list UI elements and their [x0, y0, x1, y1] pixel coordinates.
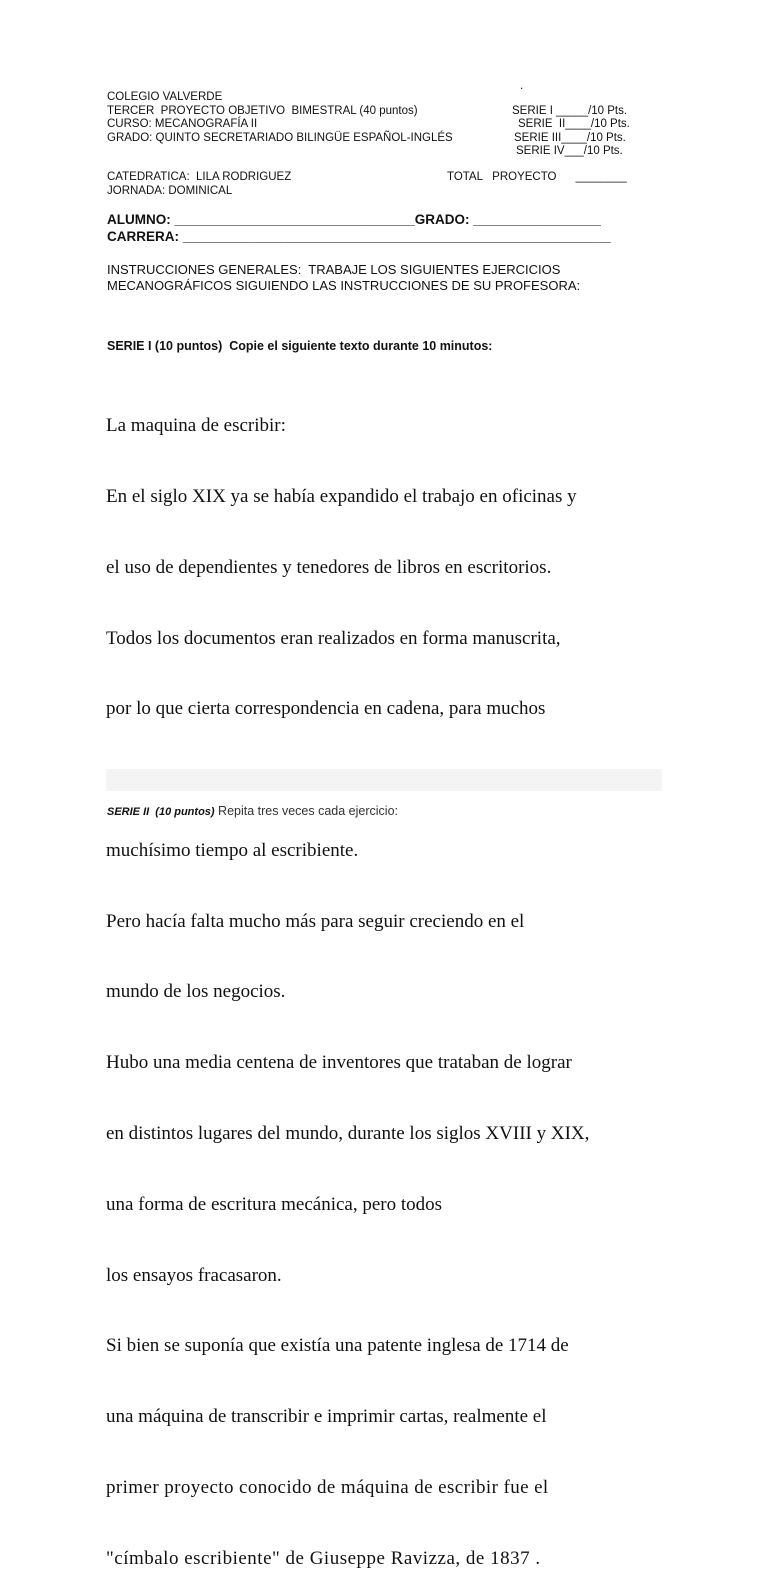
typing-passage: [106, 367, 589, 1594]
student-name-field: ALUMNO: ________________________________GRADO: _________________: [107, 212, 601, 227]
passage-line: muchísimo tiempo al escribiente.: [106, 839, 359, 861]
serie-i-heading: SERIE I (10 puntos) Copie el siguiente texto durante 10 minutos:: [107, 339, 493, 353]
passage-line: Pero hacía falta mucho más para seguir creciendo en el: [106, 910, 525, 932]
passage-line: En el siglo XIX ya se había expandido el trabajo en oficinas y: [106, 485, 577, 507]
passage-line: el uso de dependientes y tenedores de libros en escritorios.: [106, 556, 552, 578]
teacher-line: CATEDRATICA: LILA RODRIGUEZ: [107, 171, 292, 183]
career-field: CARRERA: _________________________________________________________: [107, 229, 611, 244]
passage-line: La maquina de escribir:: [106, 415, 286, 437]
serie-i-score: SERIE I _____/10 Pts.: [512, 104, 628, 117]
passage-line: Si bien se suponía que existía una patente inglesa de 1714 de: [106, 1335, 569, 1357]
serie-ii-label: SERIE II (10 puntos): [107, 806, 215, 818]
passage-line: primer proyecto conocido de máquina de escribir fue el: [106, 1476, 549, 1498]
total-project: TOTAL PROYECTO ________: [447, 171, 627, 183]
passage-line: una máquina de transcribir e imprimir cartas, realmente el: [106, 1406, 547, 1428]
serie-iii-score: SERIE III____/10 Pts.: [514, 131, 626, 144]
passage-line: por lo que cierta correspondencia en cadena, para muchos: [106, 698, 546, 720]
passage-line: Todos los documentos eran realizados en forma manuscrita,: [106, 627, 561, 649]
instructions-line-2: MECANOGRÁFICOS SIGUIENDO LAS INSTRUCCIONES DE SU PROFESORA:: [107, 278, 581, 293]
serie-ii-instruction: Repita tres veces cada ejercicio:: [214, 804, 398, 818]
passage-line: los ensayos fracasaron.: [106, 1264, 282, 1286]
passage-line: una forma de escritura mecánica, pero todos: [106, 1193, 443, 1215]
project-title: TERCER PROYECTO OBJETIVO BIMESTRAL (40 puntos): [107, 104, 418, 117]
passage-line: en distintos lugares del mundo, durante los siglos XVIII y XIX,: [106, 1123, 590, 1144]
shaded-band: [106, 769, 662, 791]
serie-ii-score: SERIE II____/10 Pts.: [518, 118, 630, 130]
serie-iv-score: SERIE IV___/10 Pts.: [516, 145, 623, 157]
instructions-line-1: INSTRUCCIONES GENERALES: TRABAJE LOS SIGUIENTES EJERCICIOS: [107, 262, 561, 277]
serie-ii-heading: [107, 804, 398, 818]
grade-line: GRADO: QUINTO SECRETARIADO BILINGÜE ESPAÑOL-INGLÉS: [107, 131, 453, 144]
school-name: COLEGIO VALVERDE: [107, 91, 223, 103]
passage-line: "címbalo escribiente" de Giuseppe Ravizza, de 1837 .: [106, 1547, 541, 1569]
passage-line: mundo de los negocios.: [106, 981, 286, 1003]
passage-line: Hubo una media centena de inventores que trataban de lograr: [106, 1052, 572, 1074]
course-line: CURSO: MECANOGRAFÍA II: [107, 118, 258, 130]
header-dot: .: [520, 80, 524, 92]
schedule-line: JORNADA: DOMINICAL: [107, 184, 233, 197]
